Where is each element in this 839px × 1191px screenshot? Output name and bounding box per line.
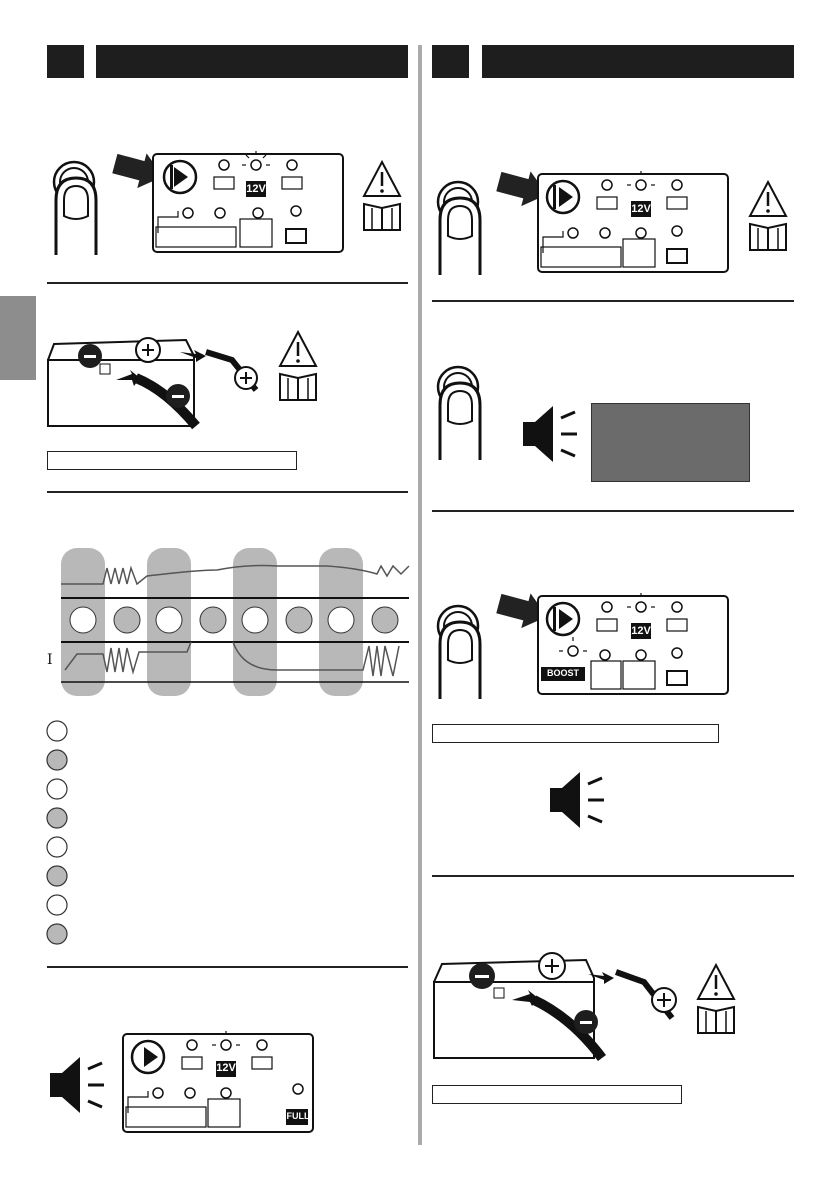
boost-badge: BOOST [546, 668, 579, 678]
control-panel [537, 173, 729, 273]
voltage-badge: 12V [216, 1062, 236, 1074]
caption-box [432, 1085, 682, 1104]
section-rule [432, 510, 794, 512]
finger-press-icon [434, 365, 494, 460]
voltage-badge: 12V [631, 203, 651, 215]
column-divider [418, 45, 422, 1145]
warning-manual-icon [696, 963, 736, 1035]
section-number-box [432, 45, 469, 78]
control-panel [152, 153, 344, 253]
side-language-tab [0, 296, 36, 380]
section-number-box [47, 45, 84, 78]
battery-clamp-illustration [46, 330, 276, 426]
caption-box [432, 724, 719, 743]
finger-press-icon [434, 180, 494, 275]
charging-phases-graph [47, 546, 409, 696]
warning-manual-icon [278, 330, 318, 402]
warning-manual-icon [362, 160, 402, 232]
voltage-badge: 12V [631, 625, 651, 637]
phase-legend [45, 719, 69, 944]
speaker-icon [519, 404, 581, 464]
finger-press-icon [50, 160, 110, 255]
warning-manual-icon [748, 180, 788, 252]
battery-clamp-illustration [432, 948, 682, 1060]
speaker-icon [46, 1055, 108, 1115]
current-axis-label: I [47, 652, 53, 668]
section-rule [432, 875, 794, 877]
section-rule [47, 282, 408, 284]
control-panel-boost [537, 595, 729, 695]
section-rule [47, 966, 408, 968]
finger-press-icon [434, 604, 494, 699]
full-badge: FULL [286, 1111, 310, 1121]
section-title-bar [482, 45, 794, 78]
voltage-badge: 12V [246, 183, 266, 195]
section-rule [432, 300, 794, 302]
display-box [591, 403, 750, 482]
section-rule [47, 491, 408, 493]
speaker-icon [546, 770, 608, 830]
caption-box [47, 451, 297, 470]
section-title-bar [96, 45, 408, 78]
